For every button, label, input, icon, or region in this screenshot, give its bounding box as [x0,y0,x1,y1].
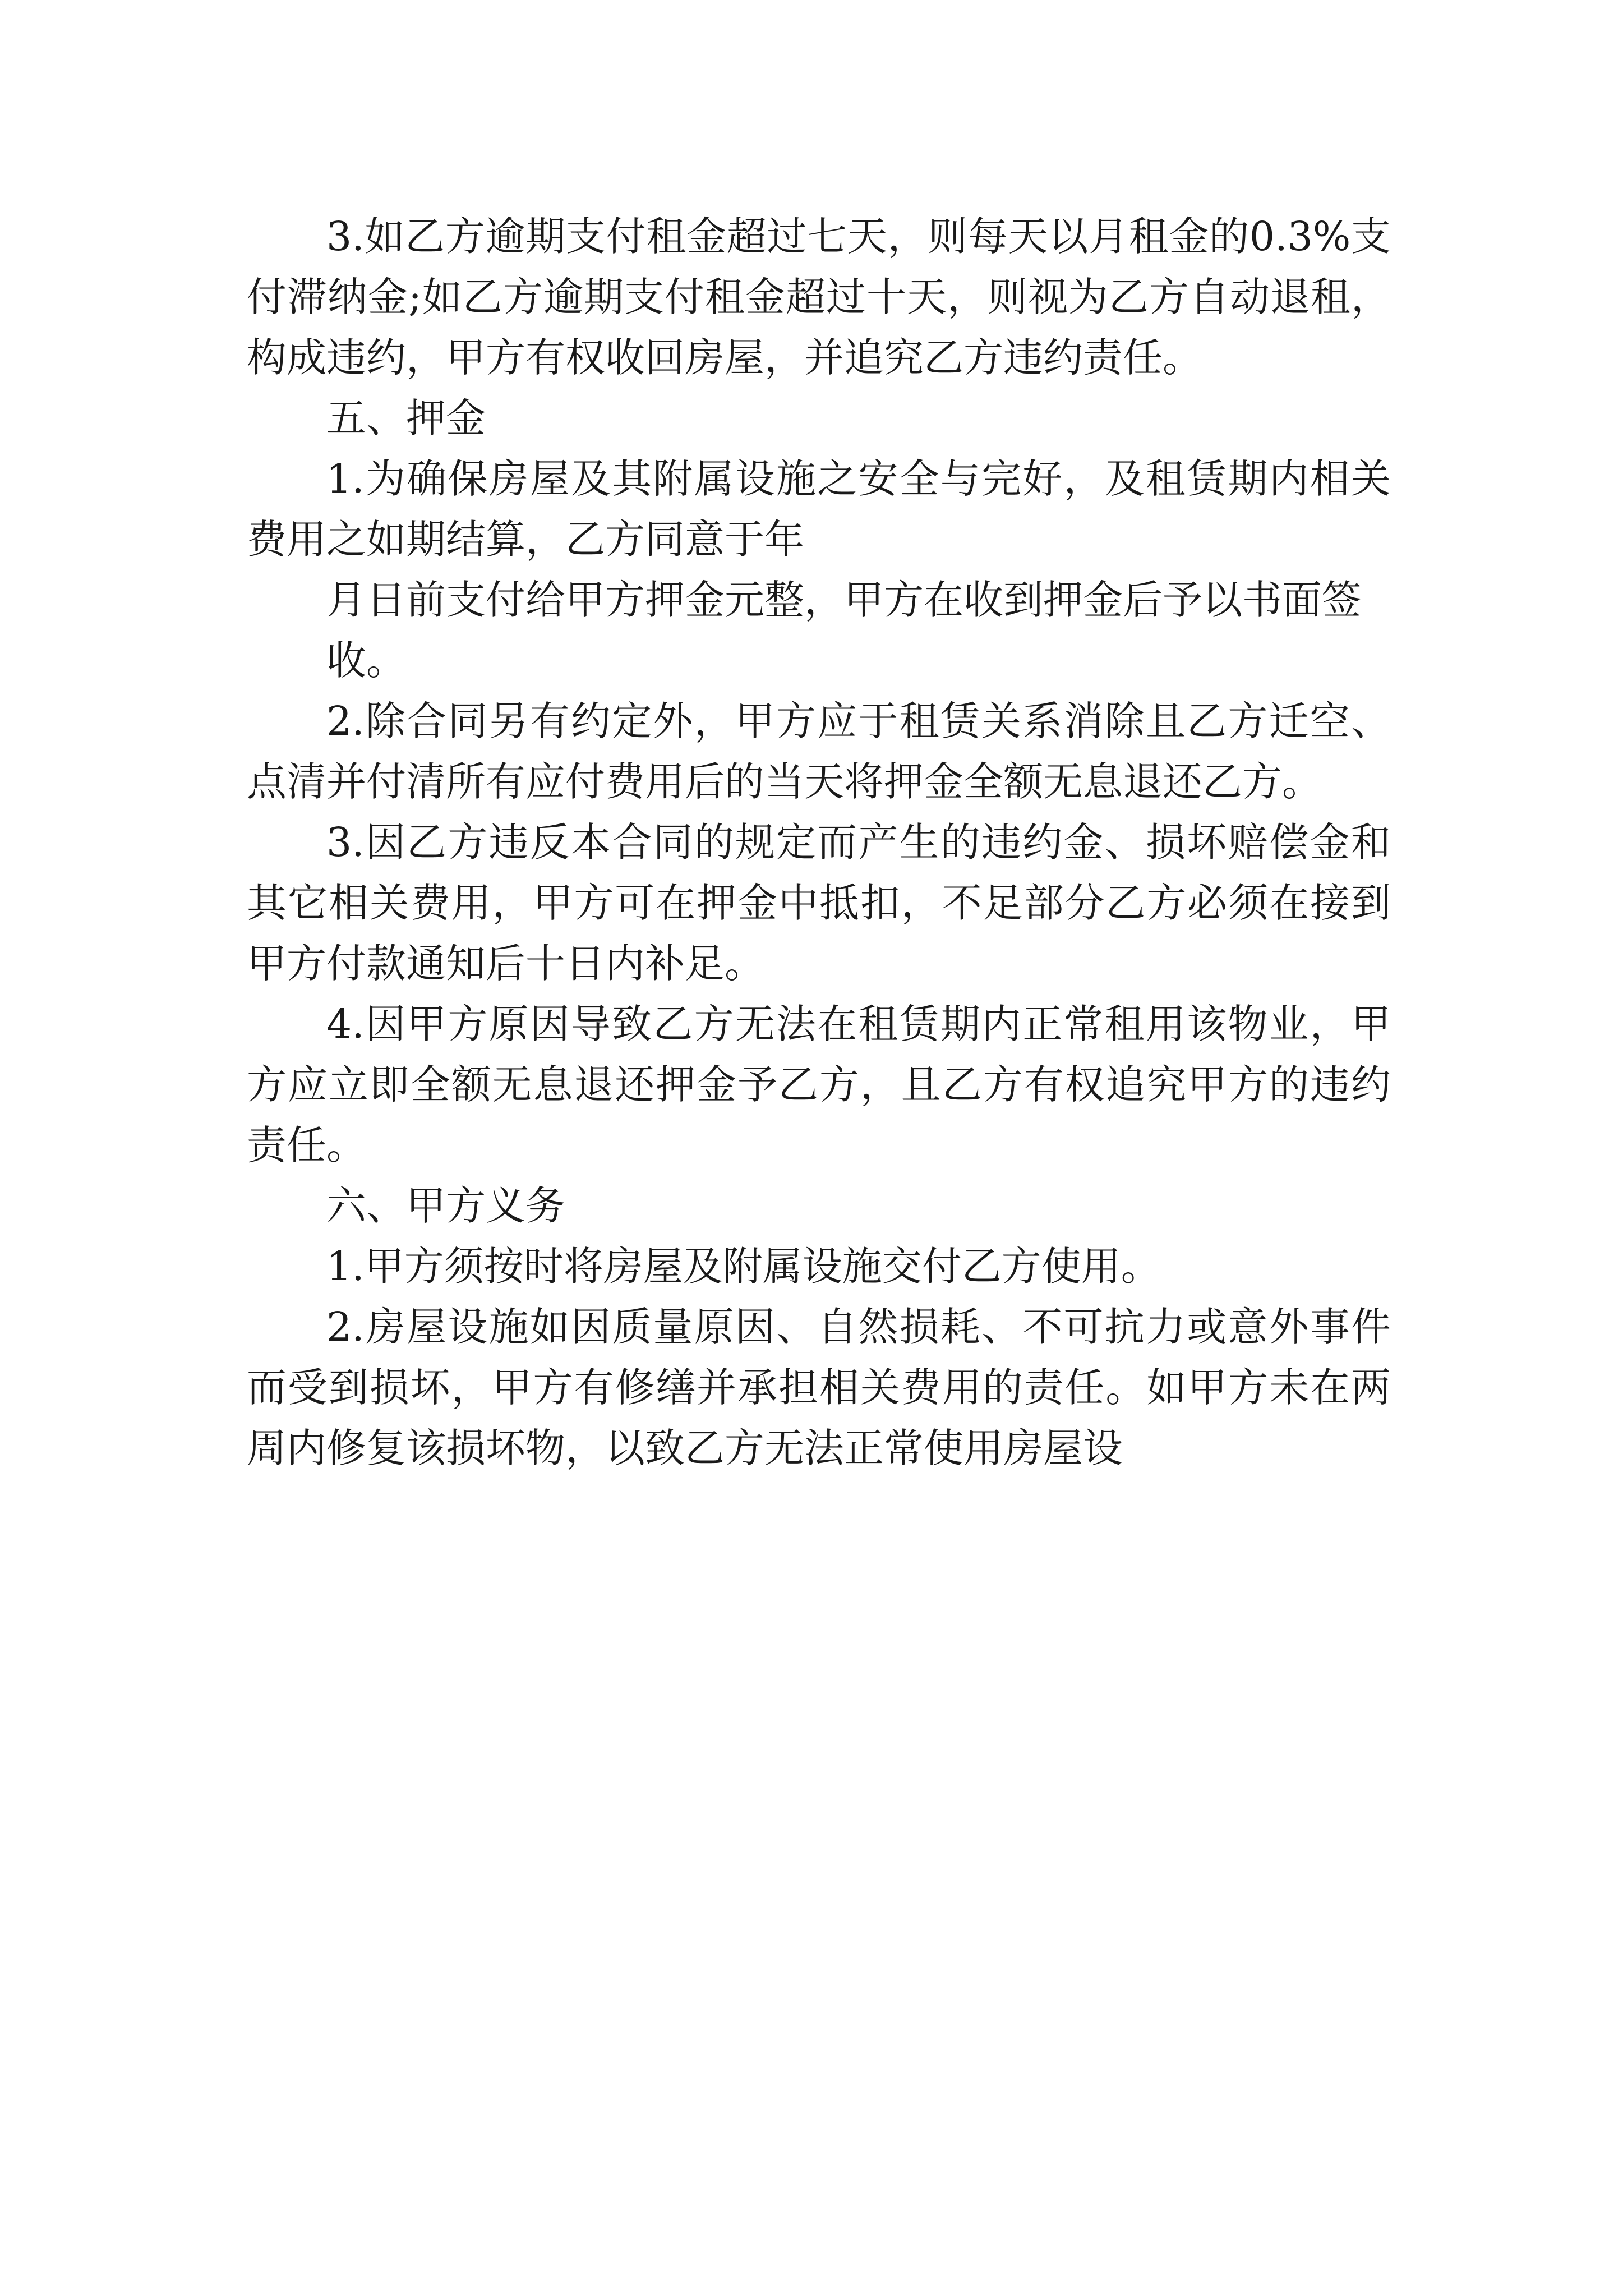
document-body [247,206,1391,1479]
paragraph-deposit-3: 3.因乙方违反本合同的规定而产生的违约金、损坏赔偿金和其它相关费用，甲方可在押金中抵扣，不足部分乙方必须在接到甲方付款通知后十日内补足。 [247,819,1391,987]
section-heading-deposit: 五、押金 [326,395,486,441]
paragraph-deposit-4: 4.因甲方原因导致乙方无法在租赁期内正常租用该物业，甲方应立即全额无息退还押金予乙方，且乙方有权追究甲方的违约责任。 [247,1001,1391,1168]
paragraph-obligation-1: 1.甲方须按时将房屋及附属设施交付乙方使用。 [326,1243,1161,1290]
section-heading-party-a-obligations: 六、甲方义务 [326,1182,566,1229]
paragraph-obligation-2: 2.房屋设施如因质量原因、自然损耗、不可抗力或意外事件而受到损坏，甲方有修缮并承担相关费用的责任。如甲方未在两周内修复该损坏物，以致乙方无法正常使用房屋设 [247,1304,1391,1471]
paragraph-deposit-1-continued: 月日前支付给甲方押金元整，甲方在收到押金后予以书面签 [326,577,1362,623]
paragraph-deposit-1-end: 收。 [326,637,407,684]
paragraph-late-payment: 3.如乙方逾期支付租金超过七天，则每天以月租金的0.3%支付滞纳金;如乙方逾期支付租金超过十天，则视为乙方自动退租，构成违约，甲方有权收回房屋，并追究乙方违约责任。 [247,213,1391,381]
paragraph-deposit-1: 1.为确保房屋及其附属设施之安全与完好，及租赁期内相关费用之如期结算，乙方同意于年 [247,455,1391,563]
paragraph-deposit-2: 2.除合同另有约定外，甲方应于租赁关系消除且乙方迁空、点清并付清所有应付费用后的当天将押金全额无息退还乙方。 [247,698,1391,805]
